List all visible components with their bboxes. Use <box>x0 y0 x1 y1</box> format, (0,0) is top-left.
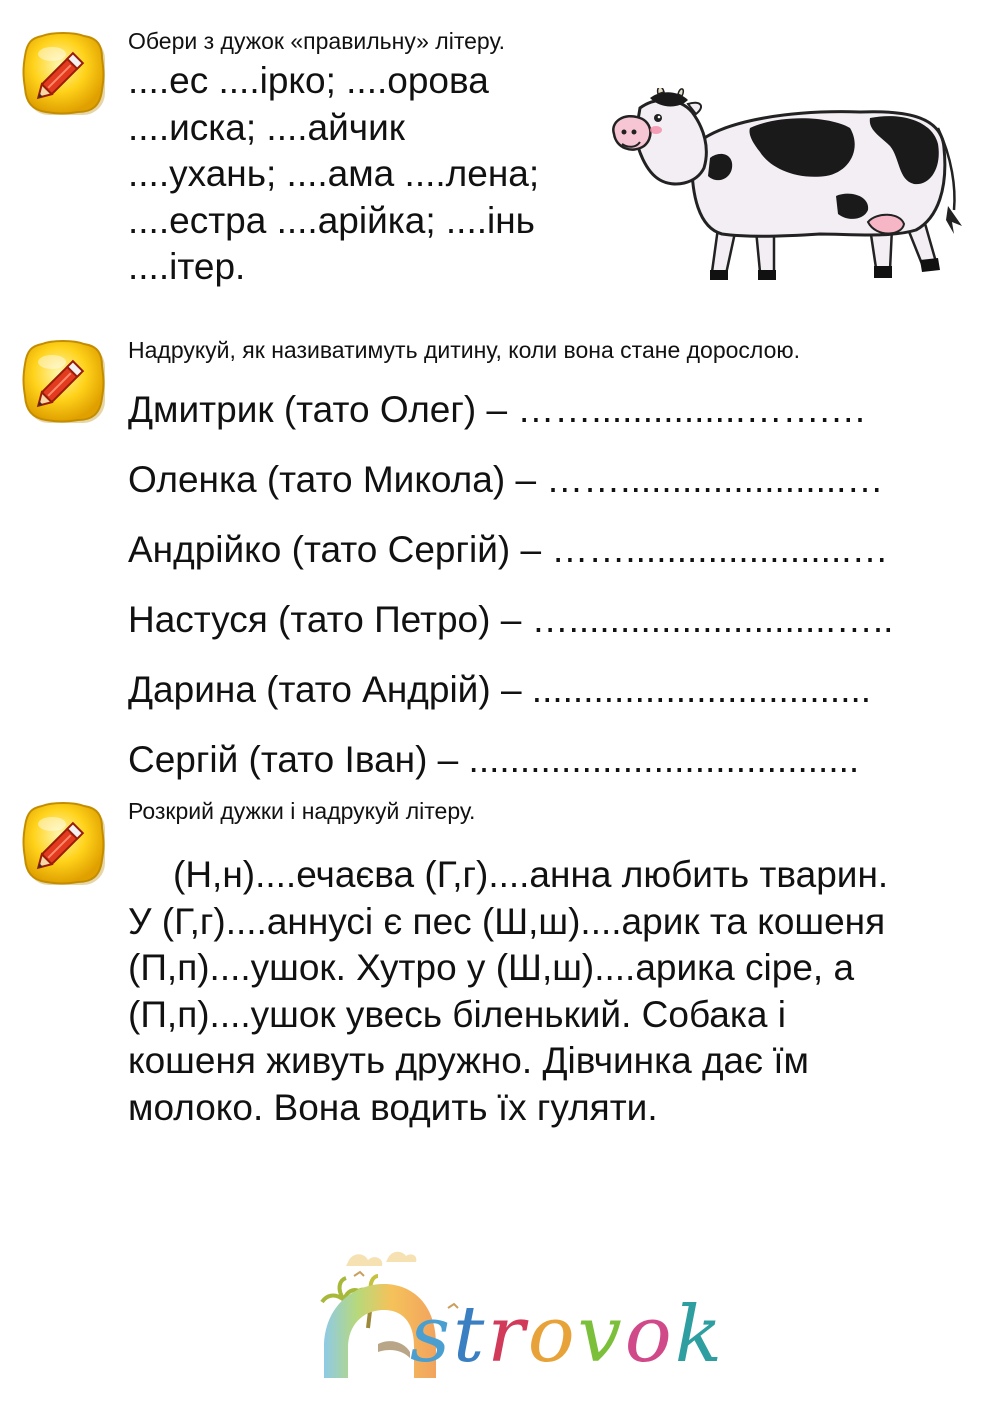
logo-letter: t <box>453 1290 488 1380</box>
name-row: Дарина (тато Андрій) – ................................. <box>128 669 872 710</box>
text-line: (Н,н)....ечаєва (Г,г)....анна любить тварин. <box>173 854 889 895</box>
logo-letter: o <box>527 1290 578 1380</box>
cow-illustration <box>600 88 980 288</box>
name-row: Андрійко (тато Сергій) – ……......................… <box>128 529 889 570</box>
text-line: (П,п)....ушок. Хутро у (Ш,ш)....арика сіре, а <box>128 947 855 988</box>
pencil-icon <box>18 798 108 888</box>
pencil-icon <box>18 336 108 426</box>
section1-instruction: Обери з дужок «правильну» літеру. <box>128 28 506 54</box>
name-row: Настуся (тато Петро) – …..........................….. <box>128 599 894 640</box>
name-row: Дмитрик (тато Олег) – ……...............…….… <box>128 389 867 430</box>
text-line: (П,п)....ушок увесь біленький. Собака і <box>128 993 786 1035</box>
exercise-line: ....ес ....ірко; ....орова <box>128 60 489 101</box>
logo-letter: v <box>577 1290 625 1380</box>
section1-exercise <box>128 58 539 291</box>
exercise-line: ....естра ....арійка; ....інь <box>128 199 535 241</box>
logo-letter: r <box>487 1290 528 1380</box>
exercise-line: ....иска; ....айчик <box>128 106 405 148</box>
logo-letter: s <box>410 1290 454 1380</box>
name-row: Сергій (тато Іван) – ...................................... <box>128 739 860 780</box>
logo-text <box>410 1290 725 1380</box>
section3-instruction: Розкрий дужки і надрукуй літеру. <box>128 798 476 824</box>
name-row: Оленка (тато Микола) – ……......................… <box>128 459 884 500</box>
section2-instruction: Надрукуй, як називатимуть дитину, коли вона стане дорослою. <box>128 337 801 363</box>
text-line: кошеня живуть дружно. Дівчинка дає їм <box>128 1040 809 1081</box>
text-line: молоко. Вона водить їх гуляти. <box>128 1086 658 1128</box>
logo-letter: o <box>624 1290 675 1380</box>
text-line: У (Г,г)....аннусі є пес (Ш,ш)....арик та кошеня <box>128 900 886 942</box>
logo-letter: k <box>674 1290 725 1380</box>
exercise-line: ....ухань; ....ама ....лена; <box>128 153 540 194</box>
exercise-line: ....ітер. <box>128 246 246 287</box>
pencil-icon <box>18 28 108 118</box>
section3-text <box>128 852 978 1131</box>
